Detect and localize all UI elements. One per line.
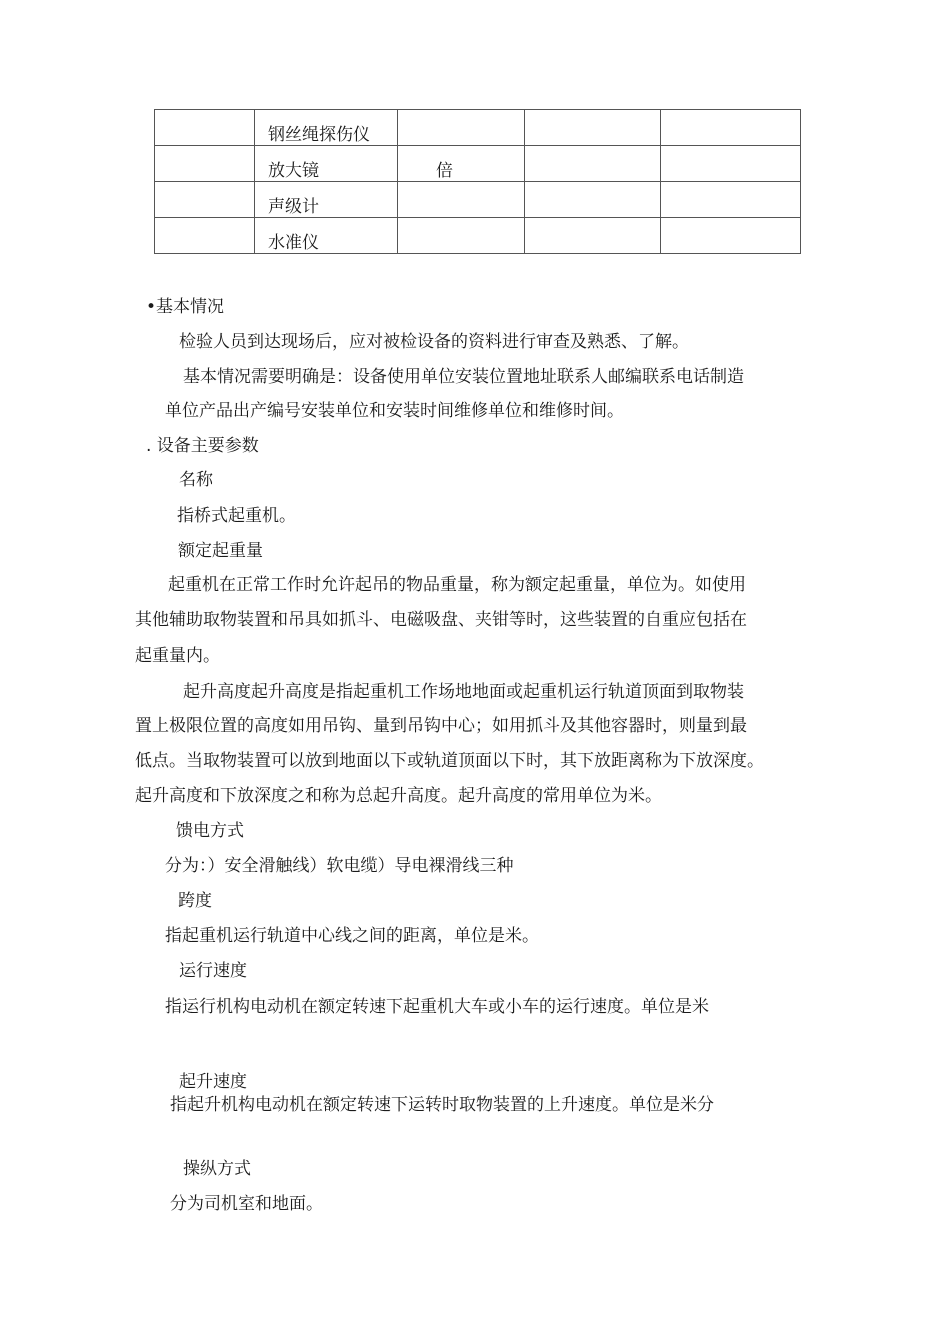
table-cell — [661, 146, 801, 182]
param-control-text: 分为司机室和地面。 — [170, 1194, 323, 1214]
param-rated-heading: 额定起重量 — [178, 541, 263, 561]
equipment-name-cell: 钢丝绳探伤仪 — [255, 110, 398, 146]
param-rated-line1: 起重机在正常工作时允许起吊的物品重量，称为额定起重量，单位为。如使用 — [168, 575, 746, 595]
equipment-spec-cell — [398, 182, 525, 218]
param-name-text: 指桥式起重机。 — [177, 506, 296, 526]
section-heading-params: . 设备主要参数 — [146, 436, 259, 456]
table-row — [155, 110, 801, 146]
table-cell — [661, 182, 801, 218]
table-row — [155, 218, 801, 254]
table-cell — [525, 218, 661, 254]
param-lift-line1: 起升高度起升高度是指起重机工作场地地面或起重机运行轨道顶面到取物装 — [183, 682, 744, 702]
param-feed-text: 分为：）安全滑触线）软电缆）导电裸滑线三种 — [165, 856, 514, 876]
paragraph-basic-1: 检验人员到达现场后，应对被检设备的资料进行审查及熟悉、了解。 — [179, 332, 689, 352]
table-cell — [155, 110, 255, 146]
param-control-heading: 操纵方式 — [183, 1159, 251, 1179]
equipment-spec-cell: 倍 — [398, 146, 525, 182]
equipment-table — [154, 109, 801, 254]
param-feed-heading: 馈电方式 — [176, 821, 244, 841]
param-hoist-heading: 起升速度 — [179, 1072, 247, 1092]
param-lift-line3: 低点。当取物装置可以放到地面以下或轨道顶面以下时，其下放距离称为下放深度。 — [135, 751, 764, 771]
param-rated-line2: 其他辅助取物装置和吊具如抓斗、电磁吸盘、夹钳等时，这些装置的自重应包括在 — [135, 610, 747, 630]
param-hoist-text: 指起升机构电动机在额定转速下运转时取物装置的上升速度。单位是米分 — [170, 1095, 714, 1115]
table-cell — [525, 146, 661, 182]
equipment-spec-cell — [398, 110, 525, 146]
paragraph-basic-2-line1: 基本情况需要明确是：设备使用单位安装位置地址联系人邮编联系电话制造 — [183, 367, 744, 387]
equipment-name-cell: 放大镜 — [255, 146, 398, 182]
table-cell — [155, 218, 255, 254]
table-row — [155, 182, 801, 218]
param-travel-heading: 运行速度 — [179, 961, 247, 981]
param-name-heading: 名称 — [179, 470, 213, 490]
table-cell — [525, 182, 661, 218]
equipment-spec-cell — [398, 218, 525, 254]
param-lift-line4: 起升高度和下放深度之和称为总起升高度。起升高度的常用单位为米。 — [135, 786, 662, 806]
paragraph-basic-2-line2: 单位产品出产编号安装单位和安装时间维修单位和维修时间。 — [165, 401, 624, 421]
table-row — [155, 146, 801, 182]
table-cell — [525, 110, 661, 146]
table-cell — [661, 218, 801, 254]
table-cell — [661, 110, 801, 146]
param-span-text: 指起重机运行轨道中心线之间的距离，单位是米。 — [165, 926, 539, 946]
param-span-heading: 跨度 — [178, 891, 212, 911]
equipment-name-cell: 水准仪 — [255, 218, 398, 254]
param-lift-line2: 置上极限位置的高度如用吊钩、量到吊钩中心；如用抓斗及其他容器时，则量到最 — [135, 716, 747, 736]
table-cell — [155, 146, 255, 182]
table-cell — [155, 182, 255, 218]
section-heading-basic: •基本情况 — [146, 297, 225, 317]
param-rated-line3: 起重量内。 — [135, 646, 220, 666]
equipment-name-cell: 声级计 — [255, 182, 398, 218]
param-travel-text: 指运行机构电动机在额定转速下起重机大车或小车的运行速度。单位是米 — [165, 997, 709, 1017]
